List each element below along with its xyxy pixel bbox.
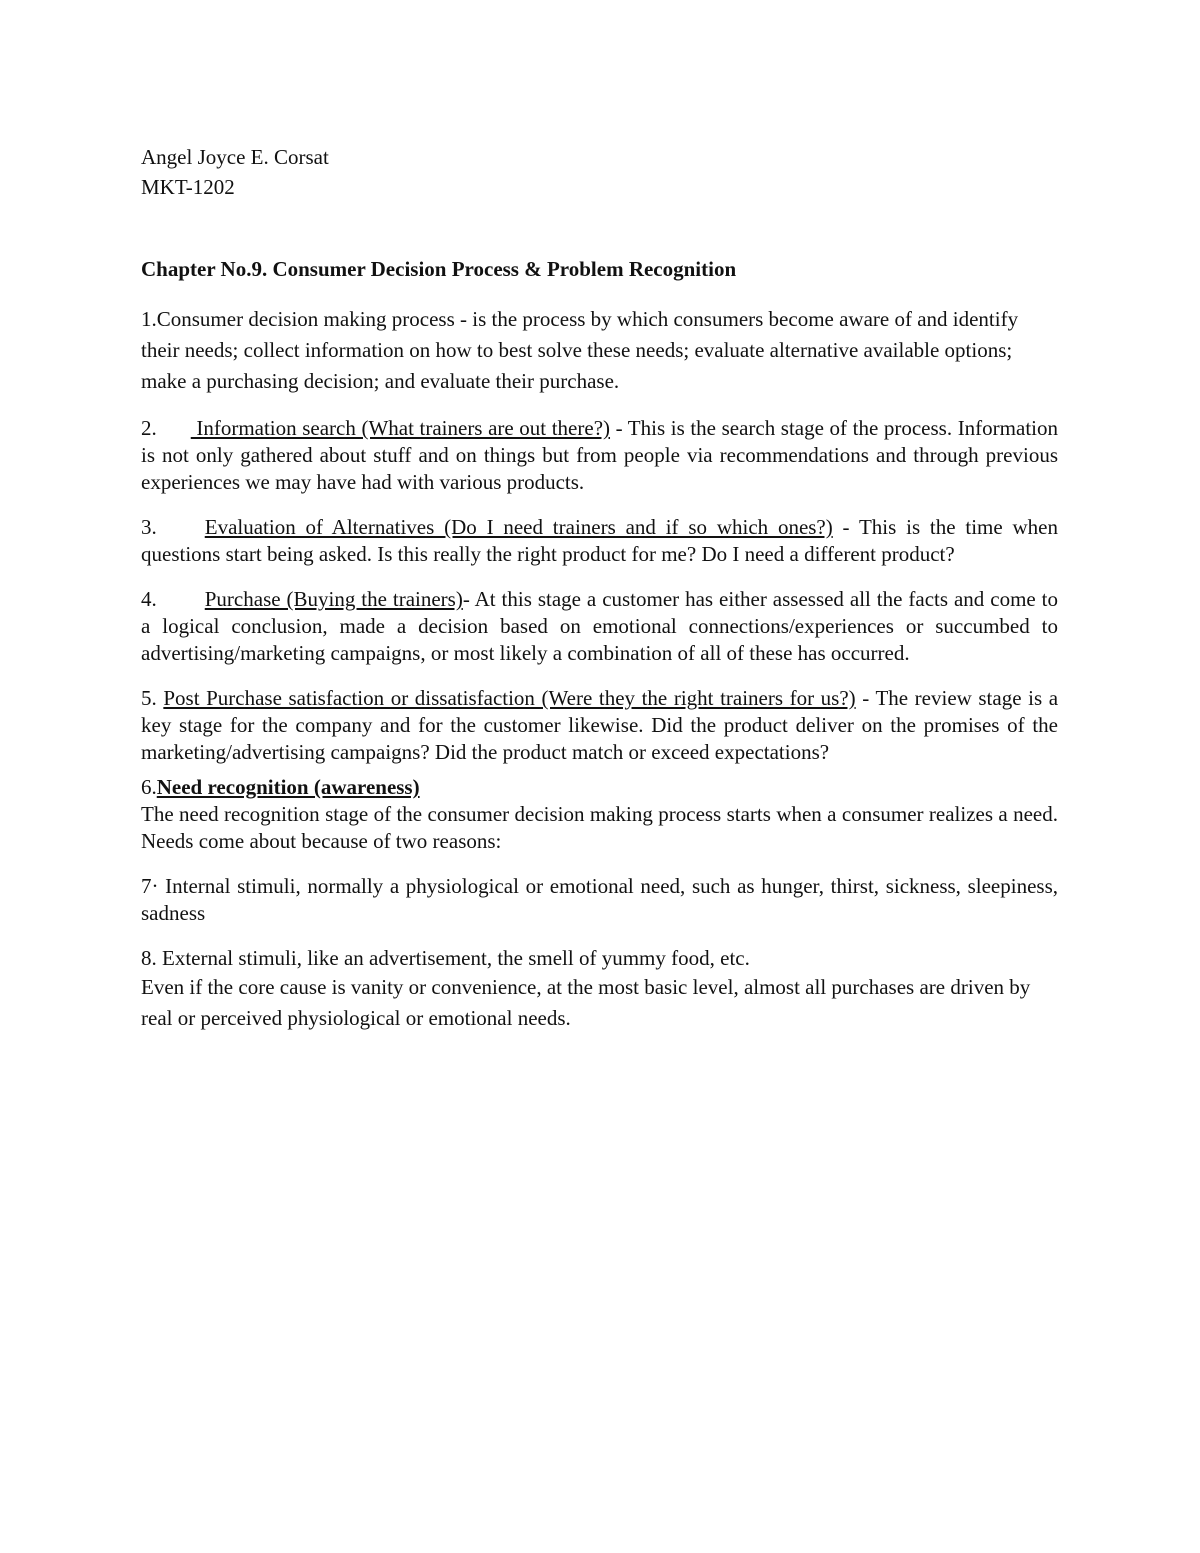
closing-paragraph: Even if the core cause is vanity or convenience, at the most basic level, almost all purchases are driven by real or perceived physiological or emotional needs. (141, 975, 1031, 1030)
item-2-text: - This is the search stage of the process. Information is not only gathered about stuff and on things but from people via recommendations and through previous experiences we may have had with various products. (141, 416, 1058, 494)
item-4-text: - At this stage a customer has either assessed all the facts and come to a logical conclusion, made a decision based on emotional connections/experiences or succumbed to advertising/marketing campaigns, or most likely a combination of all of these has occurred. (141, 587, 1058, 665)
item-3-heading: Evaluation of Alternatives (Do I need trainers and if so which ones?) (204, 515, 833, 539)
item-6-heading: Need recognition (awareness) (156, 775, 420, 799)
item-1-text: Consumer decision making process - is the process by which consumers become aware of and identify their needs; collect information on how to best solve these needs; evaluate alternative available options; make a purchasing decision; and evaluate their purchase. (141, 307, 1019, 393)
item-4 (141, 586, 1058, 667)
item-7-number: 7· (141, 874, 159, 898)
item-3 (141, 514, 1058, 568)
item-1 (141, 304, 1058, 397)
item-5-heading: Post Purchase satisfaction or dissatisfaction (Were they the right trainers for us?) (163, 686, 856, 710)
document-page (141, 142, 1058, 1034)
item-1-number: 1. (141, 307, 157, 331)
item-8 (141, 945, 1058, 972)
item-2-number: 2. (141, 416, 157, 440)
chapter-title: Chapter No.9. Consumer Decision Process & Problem Recognition (141, 257, 737, 281)
item-2-heading: Information search (What trainers are out there?) (190, 416, 611, 440)
item-5-number: 5. (141, 686, 164, 710)
item-8-text: External stimuli, like an advertisement, the smell of yummy food, etc. (156, 946, 750, 970)
item-7 (141, 873, 1058, 927)
item-2 (141, 415, 1058, 496)
item-3-text: - This is the time when questions start being asked. Is this really the right product for me? Do I need a different product? (141, 515, 1058, 566)
item-5-text: - The review stage is a key stage for the company and for the customer likewise. Did the product deliver on the promises of the marketing/advertising campaigns? Did the product match or exceed expectations? (141, 686, 1059, 764)
author-name: Angel Joyce E. Corsat (141, 145, 329, 169)
item-6 (141, 774, 1058, 855)
item-4-number: 4. (141, 587, 157, 611)
course-code: MKT-1202 (141, 175, 235, 199)
item-7-text: Internal stimuli, normally a physiological or emotional need, such as hunger, thirst, sickness, sleepiness, sadness (141, 874, 1058, 925)
item-6-number: 6. (141, 775, 157, 799)
item-3-number: 3. (141, 515, 157, 539)
item-6-text: The need recognition stage of the consumer decision making process starts when a consumer realizes a need. Needs come about because of two reasons: (141, 802, 1058, 853)
header-block (141, 142, 1058, 202)
item-4-heading: Purchase (Buying the trainers) (204, 587, 463, 611)
item-5 (141, 685, 1058, 766)
item-8-number: 8. (141, 946, 157, 970)
